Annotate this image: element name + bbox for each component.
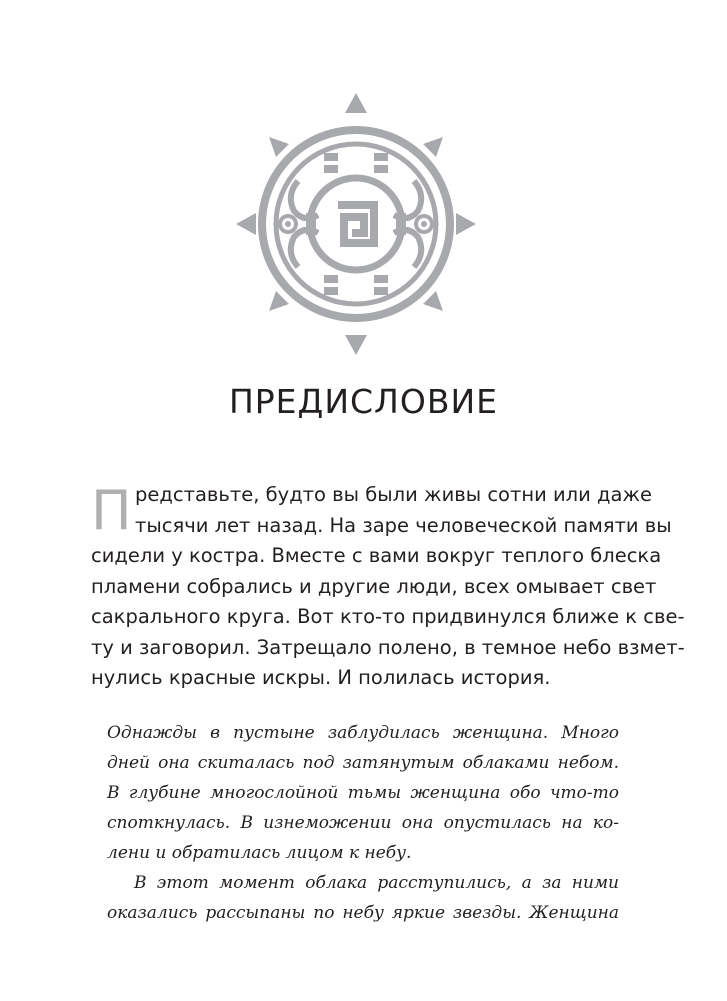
ray-top [345, 93, 367, 113]
story-line: оказались рассыпаны по небу яркие звезды. Женщина [107, 903, 619, 923]
story-line: В этот момент облака расступились, а за ними [134, 873, 619, 893]
intro-paragraph [91, 479, 685, 694]
chapter-title: ПРЕДИСЛОВИЕ [228, 382, 499, 421]
text-line: пламени собрались и другие люди, всех омывает свет [91, 574, 657, 598]
story-line: споткнулась. В изнеможении она опустилась на ко- [107, 813, 619, 833]
story-excerpt [107, 718, 619, 928]
ray-right [456, 213, 476, 235]
ray-top-left [269, 137, 289, 157]
drop-cap: П [91, 479, 132, 542]
ray-left [236, 213, 256, 235]
text-line: сакрального круга. Вот кто-то придвинулся ближе к све- [91, 605, 685, 628]
ray-bottom-right [423, 291, 443, 311]
text-line: тысячи лет назад. На заре человеческой памяти вы [135, 513, 672, 537]
ray-top-right [423, 137, 443, 157]
aztec-sun-ornament-icon [236, 93, 476, 355]
text-line: редставьте, будто вы были живы сотни или даже [135, 483, 652, 506]
text-line: ту и заговорил. Затрещало полено, в темное небо взмет- [91, 635, 685, 659]
story-line: В глубине многослойной тьмы женщина обо что-то [107, 783, 619, 803]
text-line: нулись красные искры. И полилась история. [91, 666, 551, 689]
story-line: лени и обратилась лицом к небу. [107, 843, 412, 863]
ray-bottom [345, 335, 367, 355]
text-line: сидели у костра. Вместе с вами вокруг теплого блеска [91, 544, 662, 567]
story-line: дней она скиталась под затянутым облаками небом. [107, 753, 619, 773]
story-line: Однажды в пустыне заблудилась женщина. Много [107, 723, 619, 743]
ray-bottom-left [269, 291, 289, 311]
